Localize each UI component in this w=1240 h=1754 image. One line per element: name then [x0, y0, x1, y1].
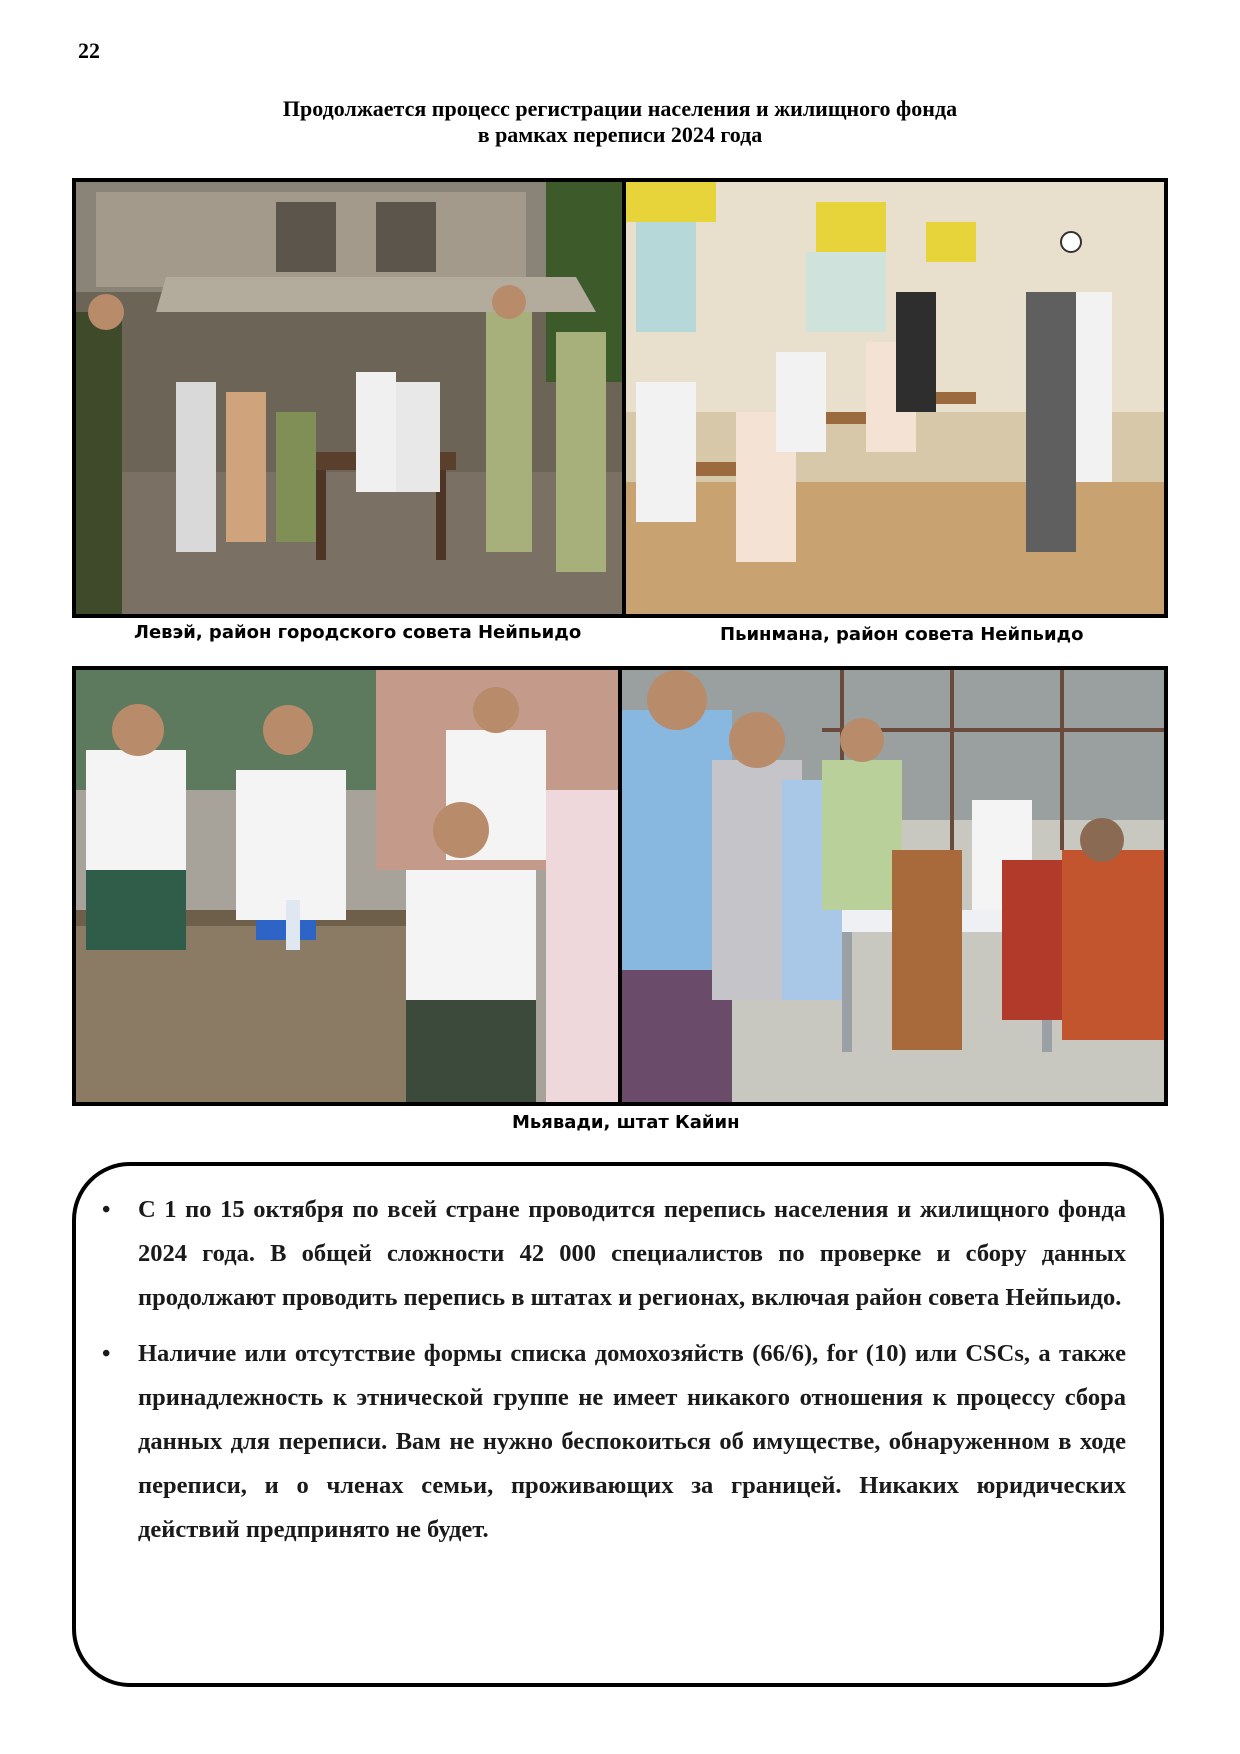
- bullet-marker: •: [102, 1341, 111, 1367]
- page-title: [0, 96, 1240, 148]
- photo-top-right: [626, 182, 1164, 614]
- caption-bottom: Мьявади, штат Кайин: [512, 1112, 740, 1133]
- bullet-item-2: [102, 1332, 1126, 1552]
- bottom-photo-frame: [72, 666, 1168, 1106]
- top-photo-frame: [72, 178, 1168, 618]
- bullet-text-1: С 1 по 15 октября по всей стране проводится перепись населения и жилищного фонда 2024 года. В общей сложности 42 000 специалистов по проверке и сбору данных продолжают проводить перепись в штатах и регионах, включая район совета Нейпьидо.: [138, 1196, 1126, 1311]
- title-line-2: в рамках переписи 2024 года: [477, 122, 763, 147]
- title-line-1: Продолжается процесс регистрации населения и жилищного фонда: [282, 96, 958, 121]
- photo-top-left: [76, 182, 622, 614]
- bullet-text-2: Наличие или отсутствие формы списка домохозяйств (66/6), for (10) или CSCs, а также принадлежность к этнической группе не имеет никакого отношения к процессу сбора данных для переписи. Вам не нужно беспокоиться об имуществе, обнаруженном в ходе переписи, и о членах семьи, проживающих за границей. Никаких юридических действий предпринято не будет.: [138, 1340, 1126, 1543]
- bullet-marker: •: [102, 1197, 111, 1223]
- bullet-list: [76, 1166, 1160, 1552]
- caption-top-left: Левэй, район городского совета Нейпьидо: [134, 622, 582, 643]
- info-text-box: [72, 1162, 1164, 1687]
- page-number: 22: [78, 38, 100, 63]
- photo-bottom-left: [76, 670, 618, 1102]
- photo-bottom-right: [622, 670, 1164, 1102]
- bullet-item-1: [102, 1188, 1126, 1320]
- caption-top-right: Пьинмана, район совета Нейпьидо: [720, 624, 1084, 645]
